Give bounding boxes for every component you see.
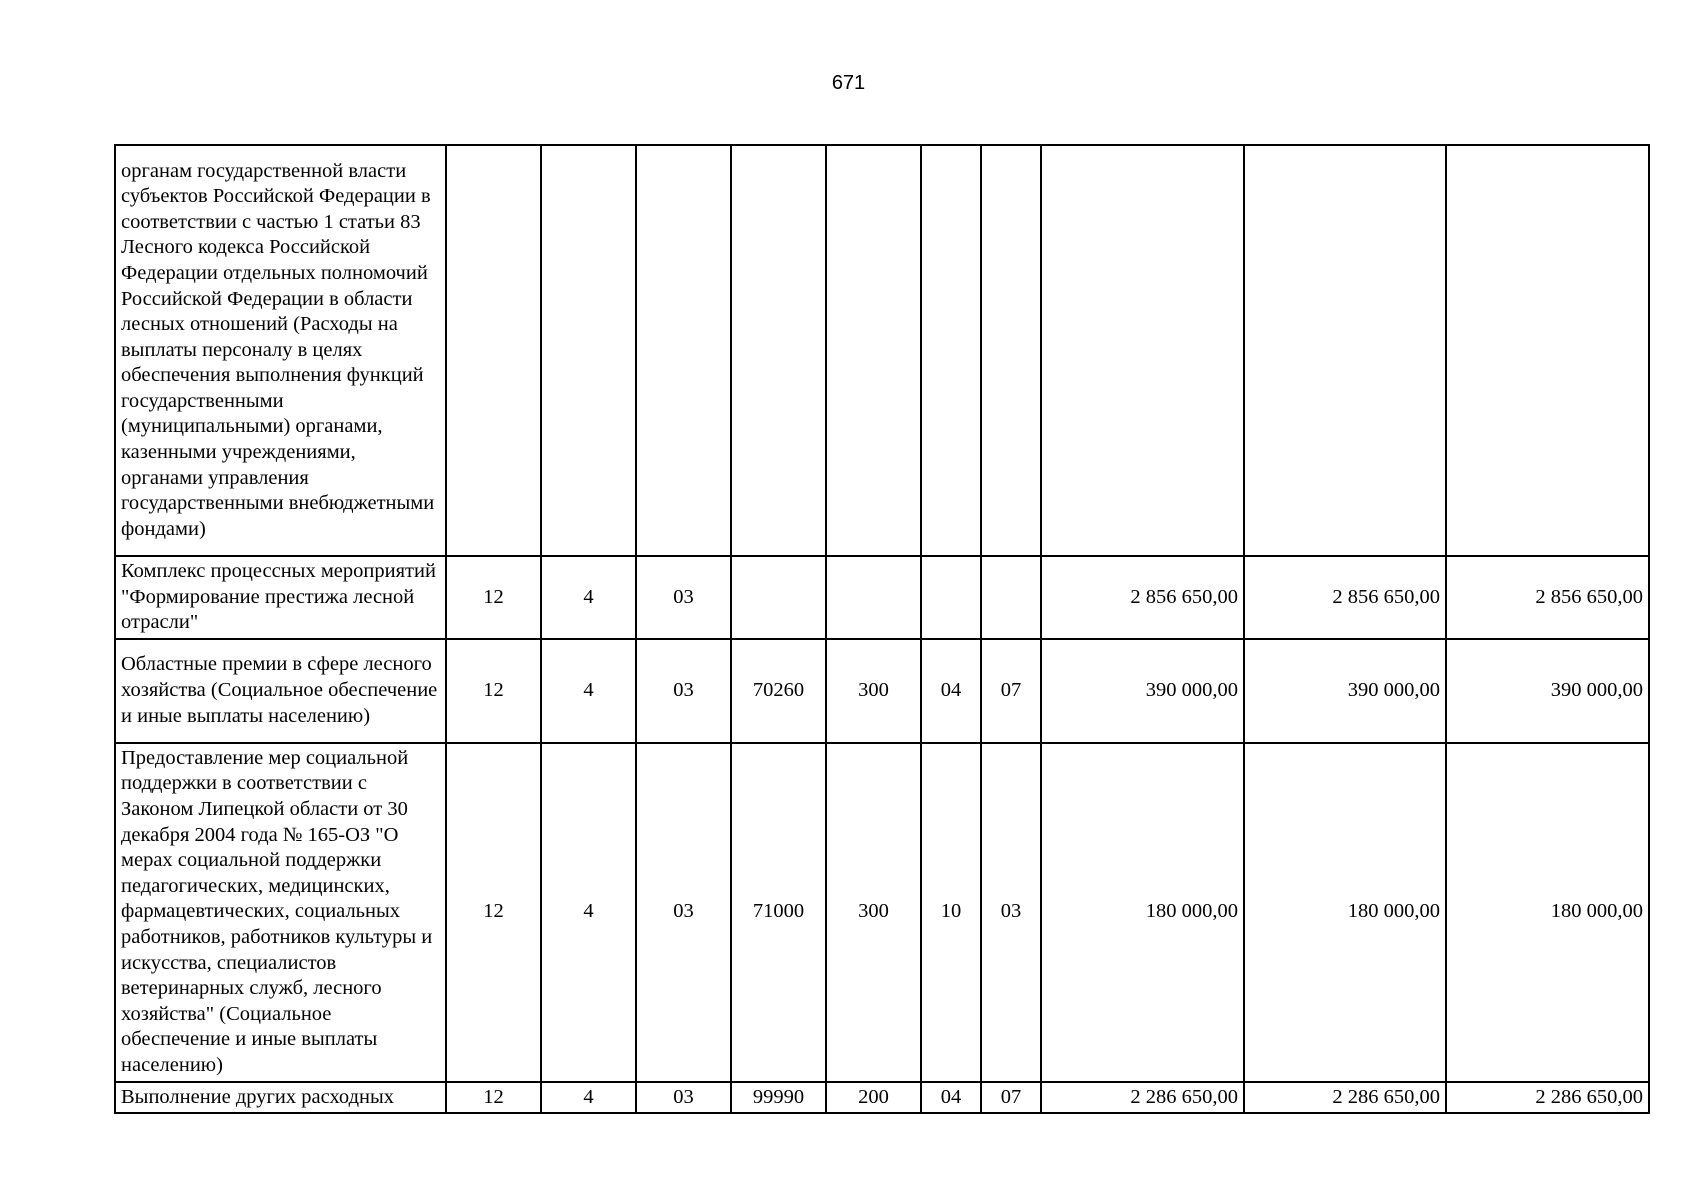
code-cell: 71000: [731, 743, 826, 1082]
code-cell: [541, 145, 636, 556]
code-cell: 70260: [731, 639, 826, 743]
amount-cell: 180 000,00: [1446, 743, 1649, 1082]
code-cell: 03: [636, 556, 731, 639]
amount-cell: 2 856 650,00: [1041, 556, 1244, 639]
code-cell: [981, 145, 1041, 556]
code-cell: [826, 145, 921, 556]
table-row: [115, 743, 1649, 1082]
code-cell: 07: [981, 1082, 1041, 1114]
amount-cell: 2 286 650,00: [1446, 1082, 1649, 1114]
code-cell: 03: [636, 639, 731, 743]
code-cell: [981, 556, 1041, 639]
amount-cell: [1041, 145, 1244, 556]
code-cell: 03: [981, 743, 1041, 1082]
code-cell: [921, 145, 981, 556]
table-row: [115, 1082, 1649, 1114]
row-name-cell: органам государственной власти субъектов Российской Федерации в соответствии с частью 1 статьи 83 Лесного кодекса Российской Федерации отдельных полномочий Российской Федерации в области лесных отношений (Расходы на выплаты персоналу в целях обеспечения выполнения функций государственными (муниципальными) органами, казенными учреждениями, органами управления государственными внебюджетными фондами): [115, 145, 446, 556]
amount-cell: [1446, 145, 1649, 556]
row-name-cell: Предоставление мер социальной поддержки в соответствии с Законом Липецкой области от 30 декабря 2004 года № 165-ОЗ "О мерах социальной поддержки педагогических, медицинских, фармацевтических, социальных работников, работников культуры и искусства, специалистов ветеринарных служб, лесного хозяйства" (Социальное обеспечение и иные выплаты населению): [115, 743, 446, 1082]
row-name-cell: Выполнение других расходных: [115, 1082, 446, 1114]
table-row: [115, 556, 1649, 639]
code-cell: 300: [826, 639, 921, 743]
table-row: [115, 145, 1649, 556]
code-cell: 4: [541, 639, 636, 743]
amount-cell: 2 856 650,00: [1244, 556, 1446, 639]
amount-cell: 180 000,00: [1244, 743, 1446, 1082]
code-cell: 4: [541, 743, 636, 1082]
code-cell: [921, 556, 981, 639]
code-cell: 03: [636, 1082, 731, 1114]
code-cell: 12: [446, 1082, 541, 1114]
code-cell: [826, 556, 921, 639]
amount-cell: 390 000,00: [1446, 639, 1649, 743]
amount-cell: 180 000,00: [1041, 743, 1244, 1082]
code-cell: 4: [541, 1082, 636, 1114]
row-name-cell: Комплекс процессных мероприятий "Формирование престижа лесной отрасли": [115, 556, 446, 639]
code-cell: 07: [981, 639, 1041, 743]
code-cell: 200: [826, 1082, 921, 1114]
code-cell: 03: [636, 743, 731, 1082]
code-cell: 300: [826, 743, 921, 1082]
amount-cell: [1244, 145, 1446, 556]
code-cell: [731, 145, 826, 556]
code-cell: 04: [921, 639, 981, 743]
code-cell: 12: [446, 743, 541, 1082]
budget-table: [114, 144, 1650, 1114]
code-cell: 10: [921, 743, 981, 1082]
code-cell: 4: [541, 556, 636, 639]
amount-cell: 2 286 650,00: [1041, 1082, 1244, 1114]
amount-cell: 390 000,00: [1041, 639, 1244, 743]
table-row: [115, 639, 1649, 743]
code-cell: 12: [446, 556, 541, 639]
amount-cell: 2 856 650,00: [1446, 556, 1649, 639]
code-cell: [446, 145, 541, 556]
amount-cell: 390 000,00: [1244, 639, 1446, 743]
amount-cell: 2 286 650,00: [1244, 1082, 1446, 1114]
code-cell: [636, 145, 731, 556]
code-cell: 12: [446, 639, 541, 743]
page-number: 671: [831, 72, 866, 94]
code-cell: 99990: [731, 1082, 826, 1114]
row-name-cell: Областные премии в сфере лесного хозяйства (Социальное обеспечение и иные выплаты населению): [115, 639, 446, 743]
code-cell: 04: [921, 1082, 981, 1114]
code-cell: [731, 556, 826, 639]
